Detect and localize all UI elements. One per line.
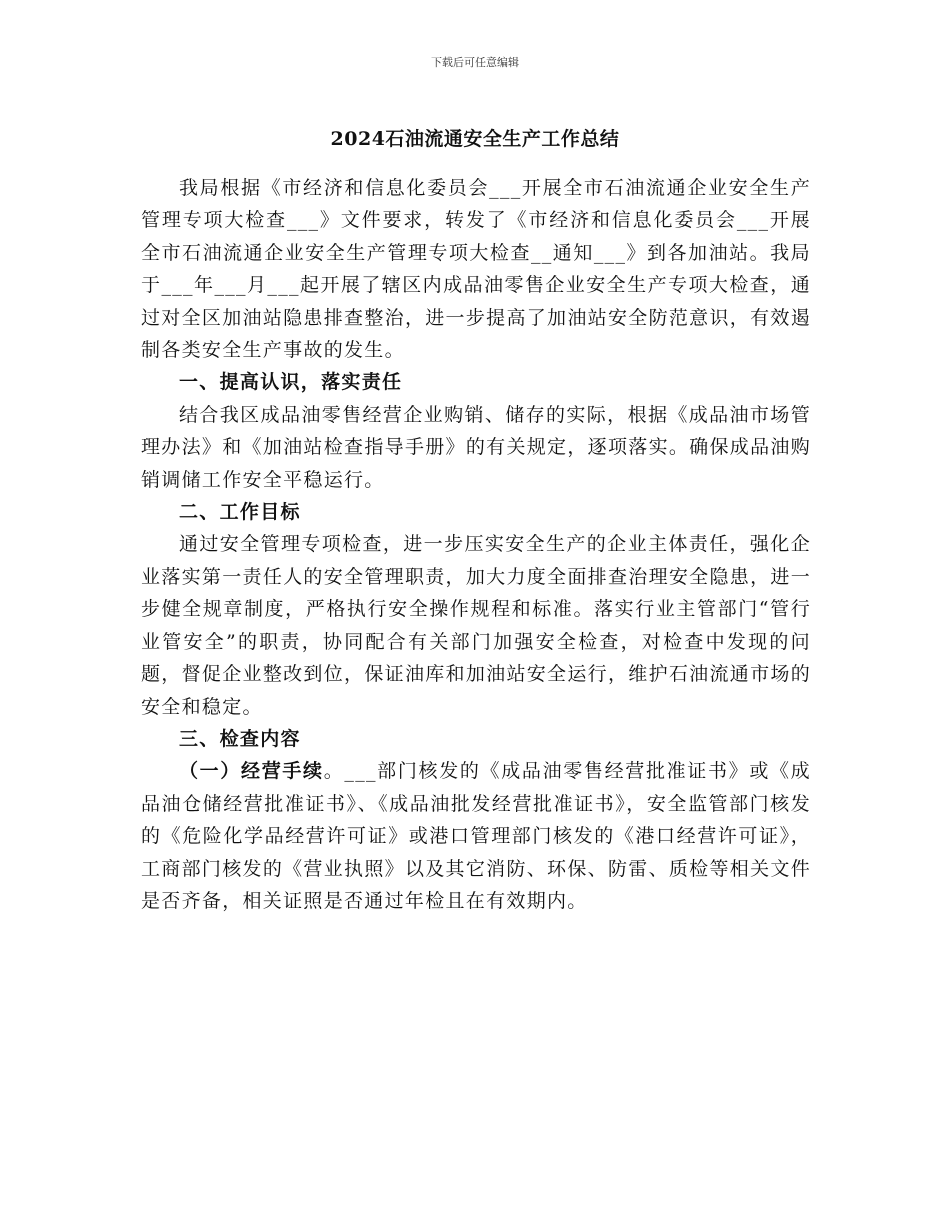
section-3-item-1 <box>141 755 811 917</box>
item-1-label: （一）经营手续 <box>179 760 324 783</box>
intro-paragraph: 我局根据《市经济和信息化委员会___开展全市石油流通企业安全生产管理专项大检查___》文件要求，转发了《市经济和信息化委员会___开展全市石油流通企业安全生产管理专项大检查__通知___》到各加油站。我局于___年___月___起开展了辖区内成品油零售企业安全生产专项大检查，通过对全区加油站隐患排查整治，进一步提高了加油站安全防范意识，有效遏制各类安全生产事故的发生。 <box>141 177 811 362</box>
document-title: 2024石油流通安全生产工作总结 <box>330 128 620 150</box>
section-2-paragraph: 通过安全管理专项检查，进一步压实安全生产的企业主体责任，强化企业落实第一责任人的安全管理职责，加大力度全面排查治理安全隐患，进一步健全规章制度，严格执行安全操作规程和标准。落实行业主管部门“管行业管安全”的职责，协同配合有关部门加强安全检查，对检查中发现的问题，督促企业整改到位，保证油库和加油站安全运行，维护石油流通市场的安全和稳定。 <box>141 533 811 718</box>
document-body <box>141 172 811 917</box>
section-3-heading: 三、检查内容 <box>179 727 301 750</box>
section-2-heading: 二、工作目标 <box>179 501 301 524</box>
item-1-text: 。___部门核发的《成品油零售经营批准证书》或《成品油仓储经营批准证书》、《成品油批发经营批准证书》，安全监管部门核发的《危险化学品经营许可证》或港口管理部门核发的《港口经营许可证》，工商部门核发的《营业执照》以及其它消防、环保、防雷、质检等相关文件是否齐备，相关证照是否通过年检且在有效期内。 <box>141 760 811 912</box>
section-1-paragraph: 结合我区成品油零售经营企业购销、储存的实际，根据《成品油市场管理办法》和《加油站检查指导手册》的有关规定，逐项落实。确保成品油购销调储工作安全平稳运行。 <box>141 403 811 491</box>
section-1-heading: 一、提高认识，落实责任 <box>179 371 403 394</box>
page-header-note: 下载后可任意编辑 <box>431 56 519 69</box>
